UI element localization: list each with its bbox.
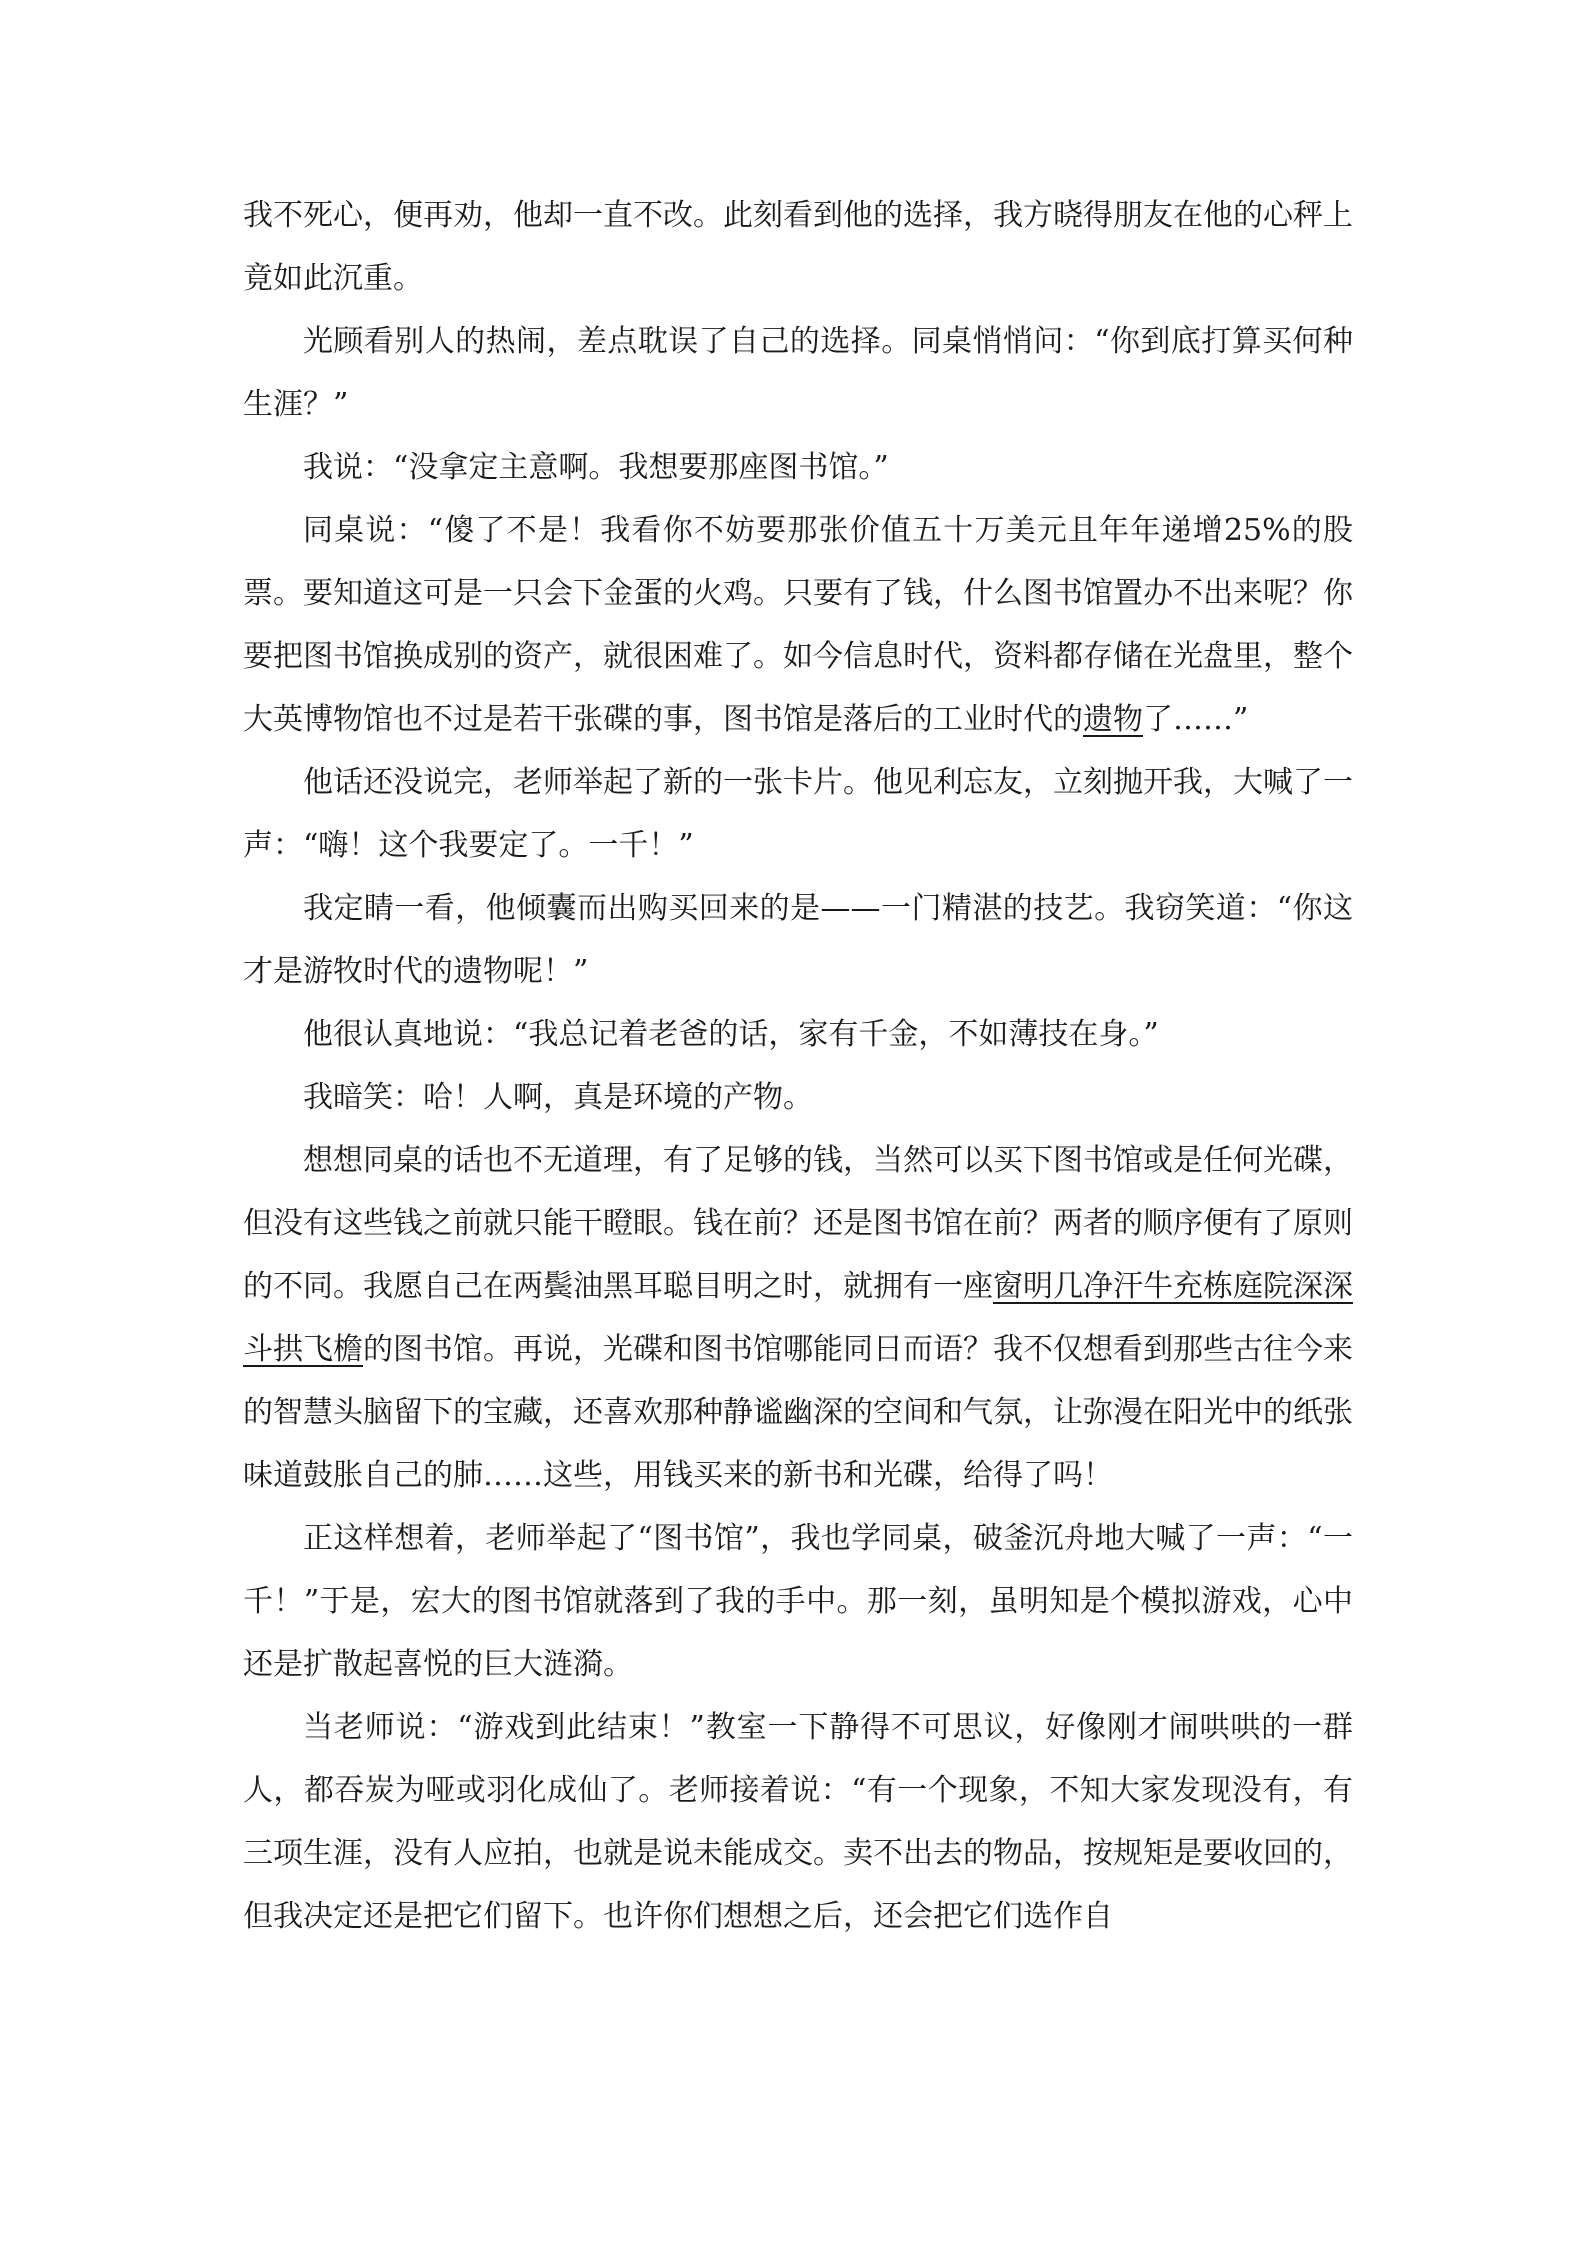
paragraph: [243, 751, 1353, 877]
paragraph: [243, 1066, 1353, 1129]
text-segment: 想想同桌的话也不无道理，有了足够的钱，当然可以买下图书馆或是任何光碟，但没有这些钱之前就只能干瞪眼。钱在前？还是图书馆在前？两者的顺序便有了原则的不同。我愿自己在两鬓油黑耳聪目明之时，就拥有一座: [243, 1143, 1353, 1304]
paragraph: [243, 1129, 1353, 1507]
text-segment: 我定睛一看，他倾囊而出购买回来的是——一门精湛的技艺。我窃笑道：“你这才是游牧时代的遗物呢！”: [243, 891, 1353, 989]
document-body: [243, 184, 1353, 1948]
paragraph: [243, 1003, 1353, 1066]
paragraph: [243, 184, 1353, 310]
underlined-phrase: 窗明几净汗牛充栋庭院深深斗拱飞檐: [243, 1269, 1353, 1367]
text-segment: 当老师说：“游戏到此结束！”教室一下静得不可思议，好像刚才闹哄哄的一群人，都吞炭为哑或羽化成仙了。老师接着说：“有一个现象，不知大家发现没有，有三项生涯，没有人应拍，也就是说未能成交。卖不出去的物品，按规矩是要收回的，但我决定还是把它们留下。也许你们想想之后，还会把它们选作自: [243, 1710, 1353, 1934]
text-segment: 他话还没说完，老师举起了新的一张卡片。他见利忘友，立刻抛开我，大喊了一声：“嗨！这个我要定了。一千！”: [243, 765, 1353, 863]
text-segment: 了……”: [1143, 702, 1249, 737]
paragraph: [243, 1696, 1353, 1948]
paragraph: [243, 1507, 1353, 1696]
paragraph: [243, 499, 1353, 751]
paragraph: [243, 877, 1353, 1003]
paragraph: [243, 310, 1353, 436]
text-segment: 我暗笑：哈！人啊，真是环境的产物。: [303, 1080, 813, 1115]
text-segment: 正这样想着，老师举起了“图书馆”，我也学同桌，破釜沉舟地大喊了一声：“一千！”于是，宏大的图书馆就落到了我的手中。那一刻，虽明知是个模拟游戏，心中还是扩散起喜悦的巨大涟漪。: [243, 1521, 1353, 1682]
paragraph: [243, 436, 1353, 499]
underlined-phrase: 遗物: [1083, 702, 1143, 737]
text-segment: 同桌说：“傻了不是！我看你不妨要那张价值五十万美元且年年递增25%的股票。要知道这可是一只会下金蛋的火鸡。只要有了钱，什么图书馆置办不出来呢？你要把图书馆换成别的资产，就很困难了。如今信息时代，资料都存储在光盘里，整个大英博物馆也不过是若干张碟的事，图书馆是落后的工业时代的: [243, 513, 1353, 737]
text-segment: 我不死心，便再劝，他却一直不改。此刻看到他的选择，我方晓得朋友在他的心秤上竟如此沉重。: [243, 198, 1353, 296]
text-segment: 他很认真地说：“我总记着老爸的话，家有千金，不如薄技在身。”: [303, 1017, 1159, 1052]
text-segment: 光顾看别人的热闹，差点耽误了自己的选择。同桌悄悄问：“你到底打算买何种生涯？”: [243, 324, 1353, 422]
text-segment: 我说：“没拿定主意啊。我想要那座图书馆。”: [303, 450, 889, 485]
text-segment: 的图书馆。再说，光碟和图书馆哪能同日而语？我不仅想看到那些古往今来的智慧头脑留下的宝藏，还喜欢那种静谧幽深的空间和气氛，让弥漫在阳光中的纸张味道鼓胀自己的肺……这些，用钱买来的新书和光碟，给得了吗！: [243, 1332, 1353, 1493]
